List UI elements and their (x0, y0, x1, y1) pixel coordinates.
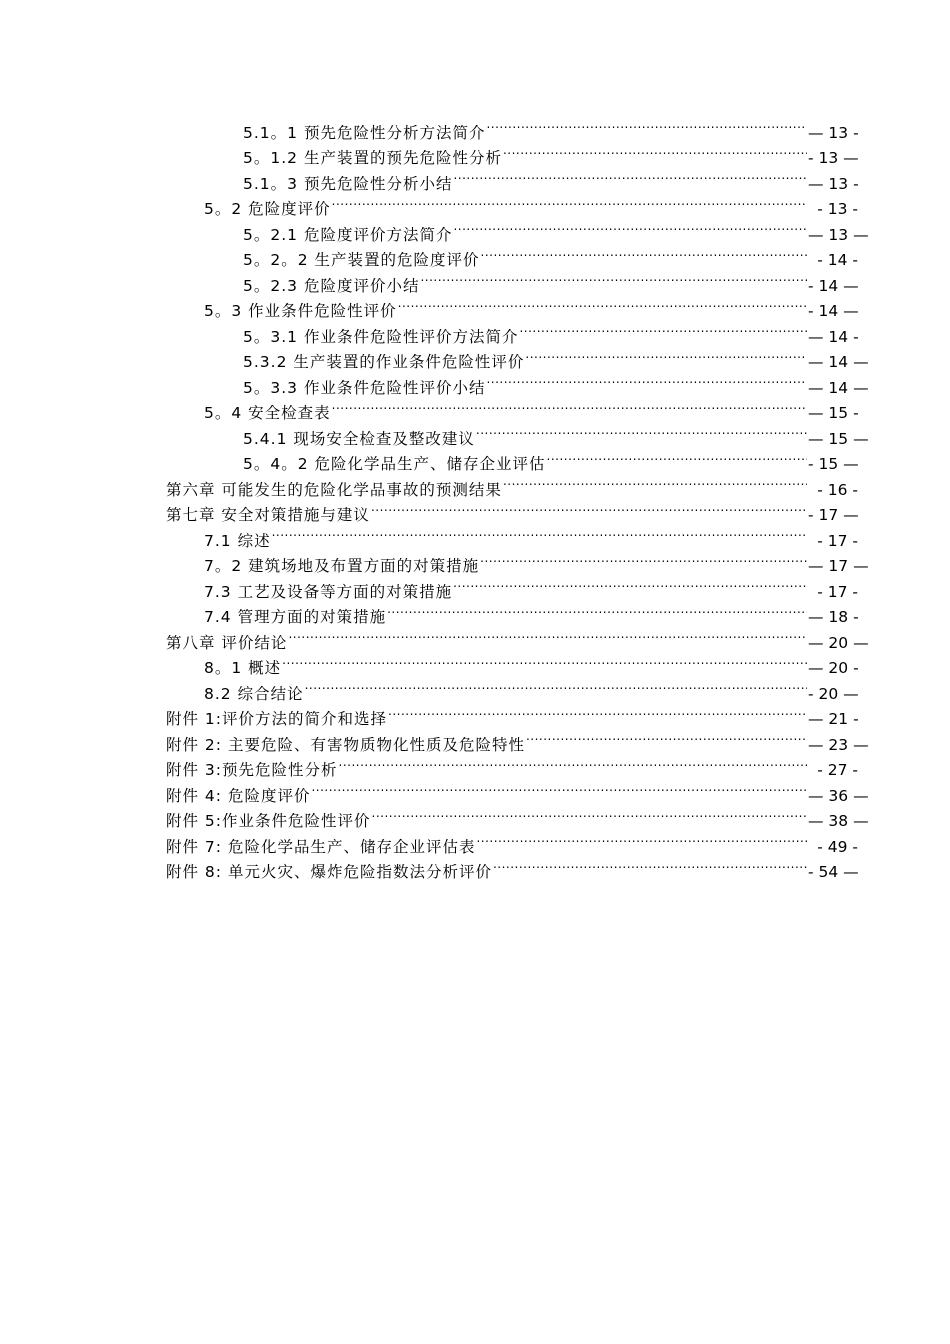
toc-entry-title: 5。3.3 作业条件危险性评价小结 (243, 378, 486, 397)
toc-entry-page-number: - 13 - (817, 200, 858, 218)
toc-entry[interactable] (0, 163, 950, 193)
toc-entry-page-number: — 13 — (808, 225, 869, 244)
toc-entry[interactable] (0, 520, 950, 550)
toc-dot-leader (476, 418, 807, 444)
toc-entry-title: 7.3 工艺及设备等方面的对策措施 (204, 582, 453, 601)
toc-dot-leader (486, 112, 807, 138)
toc-entry-page-number: - 49 - (817, 837, 858, 856)
toc-dot-leader (519, 316, 807, 342)
toc-dot-leader (272, 520, 807, 546)
toc-entry-title: 5.3.2 生产装置的作业条件危险性评价 (243, 353, 525, 371)
toc-entry[interactable] (0, 724, 950, 754)
toc-entry-page-number: - 15 — (808, 455, 859, 473)
toc-entry-title: 5。4。2 危险化学品生产、储存企业评估 (243, 455, 546, 473)
toc-dot-leader (503, 469, 807, 495)
toc-dot-leader (453, 163, 807, 189)
toc-entry-page-number: - 14 - (817, 251, 858, 269)
toc-entry[interactable] (0, 622, 950, 652)
toc-entry[interactable] (0, 393, 950, 422)
toc-entry[interactable] (0, 775, 950, 805)
toc-dot-leader (305, 673, 807, 699)
toc-entry[interactable] (0, 214, 950, 244)
toc-entry-page-number: - 27 - (817, 761, 858, 779)
toc-entry-page-number: — 13 - (808, 123, 859, 142)
toc-entry[interactable] (0, 265, 950, 295)
toc-dot-leader (288, 622, 807, 648)
toc-entry-title: 第六章 可能发生的危险化学品事故的预测结果 (166, 480, 502, 499)
toc-entry-title: 5。3.1 作业条件危险性评价方法简介 (243, 327, 519, 346)
toc-dot-leader (486, 367, 807, 393)
toc-entry-page-number: - 17 - (817, 582, 858, 601)
toc-entry-page-number: — 14 — (808, 353, 869, 371)
toc-entry[interactable] (0, 673, 950, 703)
toc-entry-title: 5。4 安全检查表 (204, 404, 331, 422)
toc-entry-title: 第七章 安全对策措施与建议 (166, 506, 370, 524)
toc-entry-page-number: - 17 - (817, 531, 858, 550)
toc-entry-page-number: - 17 — (808, 506, 859, 524)
toc-entry-title: 附件 2: 主要危险、有害物质物化性质及危险特性 (166, 735, 525, 754)
toc-entry[interactable] (0, 469, 950, 499)
toc-entry[interactable] (0, 367, 950, 397)
toc-entry-title: 5。1.2 生产装置的预先危险性分析 (243, 149, 502, 167)
toc-entry-title: 5。2 危险度评价 (204, 200, 331, 218)
toc-entry[interactable] (0, 699, 950, 728)
toc-dot-leader (453, 571, 807, 597)
toc-entry-title: 5.4.1 现场安全检查及整改建议 (243, 429, 475, 448)
toc-entry-page-number: - 16 - (817, 480, 858, 499)
toc-entry[interactable] (0, 138, 950, 167)
toc-dot-leader (476, 826, 807, 852)
toc-entry[interactable] (0, 546, 950, 575)
toc-entry-title: 7.4 管理方面的对策措施 (204, 608, 387, 626)
toc-dot-leader (282, 648, 807, 674)
toc-dot-leader (480, 546, 807, 572)
toc-dot-leader (453, 214, 807, 240)
toc-entry[interactable] (0, 316, 950, 346)
toc-entry-page-number: — 13 - (808, 174, 859, 193)
toc-dot-leader (481, 240, 807, 266)
toc-entry-title: 附件 5:作业条件危险性评价 (166, 812, 371, 830)
toc-entry-title: 第八章 评价结论 (166, 633, 288, 652)
toc-entry-title: 附件 4: 危险度评价 (166, 786, 311, 805)
toc-entry[interactable] (0, 291, 950, 320)
toc-entry[interactable] (0, 240, 950, 269)
toc-entry[interactable] (0, 852, 950, 881)
toc-entry-page-number: — 15 - (808, 404, 859, 422)
toc-entry[interactable] (0, 648, 950, 677)
toc-dot-leader (398, 291, 807, 317)
toc-entry-title: 5。2。2 生产装置的危险度评价 (243, 251, 480, 269)
toc-entry-page-number: — 14 — (808, 378, 869, 397)
toc-entry[interactable] (0, 418, 950, 448)
toc-entry-page-number: — 20 — (808, 633, 869, 652)
toc-entry-page-number: - 54 — (808, 863, 859, 881)
toc-dot-leader (372, 801, 807, 827)
toc-entry[interactable] (0, 597, 950, 626)
toc-dot-leader (332, 393, 807, 419)
toc-entry[interactable] (0, 495, 950, 524)
toc-entry-page-number: — 15 — (808, 429, 869, 448)
toc-entry-title: 7。2 建筑场地及布置方面的对策措施 (204, 557, 480, 575)
toc-entry-title: 5.1。3 预先危险性分析小结 (243, 174, 453, 193)
toc-entry-page-number: — 14 - (808, 327, 859, 346)
toc-entry-title: 5.1。1 预先危险性分析方法简介 (243, 123, 486, 142)
toc-entry[interactable] (0, 750, 950, 779)
toc-entry-title: 5。2.1 危险度评价方法简介 (243, 225, 453, 244)
toc-dot-leader (525, 342, 807, 368)
toc-entry-page-number: - 14 — (808, 276, 859, 295)
toc-entry-page-number: - 13 — (808, 149, 859, 167)
toc-entry-title: 8。1 概述 (204, 659, 282, 677)
toc-entry-page-number: — 17 — (808, 557, 869, 575)
toc-entry-title: 8.2 综合结论 (204, 684, 304, 703)
toc-entry[interactable] (0, 112, 950, 142)
toc-entry[interactable] (0, 189, 950, 218)
toc-dot-leader (547, 444, 807, 470)
toc-dot-leader (387, 597, 807, 623)
toc-dot-leader (371, 495, 807, 521)
toc-entry-title: 附件 1:评价方法的简介和选择 (166, 710, 388, 728)
toc-dot-leader (311, 775, 807, 801)
toc-entry-page-number: - 14 — (808, 302, 859, 320)
toc-dot-leader (503, 138, 807, 164)
toc-entry-page-number: — 23 — (808, 735, 869, 754)
toc-entry-page-number: - 20 — (808, 684, 859, 703)
toc-entry-title: 附件 8: 单元火灾、爆炸危险指数法分析评价 (166, 863, 492, 881)
toc-dot-leader (420, 265, 807, 291)
toc-entry-title: 5。3 作业条件危险性评价 (204, 302, 397, 320)
toc-dot-leader (526, 724, 807, 750)
toc-dot-leader (332, 189, 807, 215)
toc-entry-title: 7.1 综述 (204, 531, 271, 550)
toc-entry[interactable] (0, 801, 950, 830)
toc-entry-title: 5。2.3 危险度评价小结 (243, 276, 420, 295)
toc-dot-leader (388, 699, 807, 725)
toc-entry-page-number: — 21 - (808, 710, 859, 728)
table-of-contents (0, 112, 950, 881)
toc-entry-page-number: — 20 - (808, 659, 859, 677)
toc-dot-leader (493, 852, 807, 878)
toc-entry-page-number: — 18 - (808, 608, 859, 626)
toc-entry-page-number: — 36 — (808, 786, 869, 805)
toc-entry[interactable] (0, 826, 950, 856)
toc-entry[interactable] (0, 571, 950, 601)
toc-entry-title: 附件 7: 危险化学品生产、储存企业评估表 (166, 837, 476, 856)
toc-entry[interactable] (0, 444, 950, 473)
toc-entry-page-number: — 38 — (808, 812, 869, 830)
toc-entry-title: 附件 3:预先危险性分析 (166, 761, 338, 779)
toc-entry[interactable] (0, 342, 950, 371)
toc-dot-leader (339, 750, 807, 776)
